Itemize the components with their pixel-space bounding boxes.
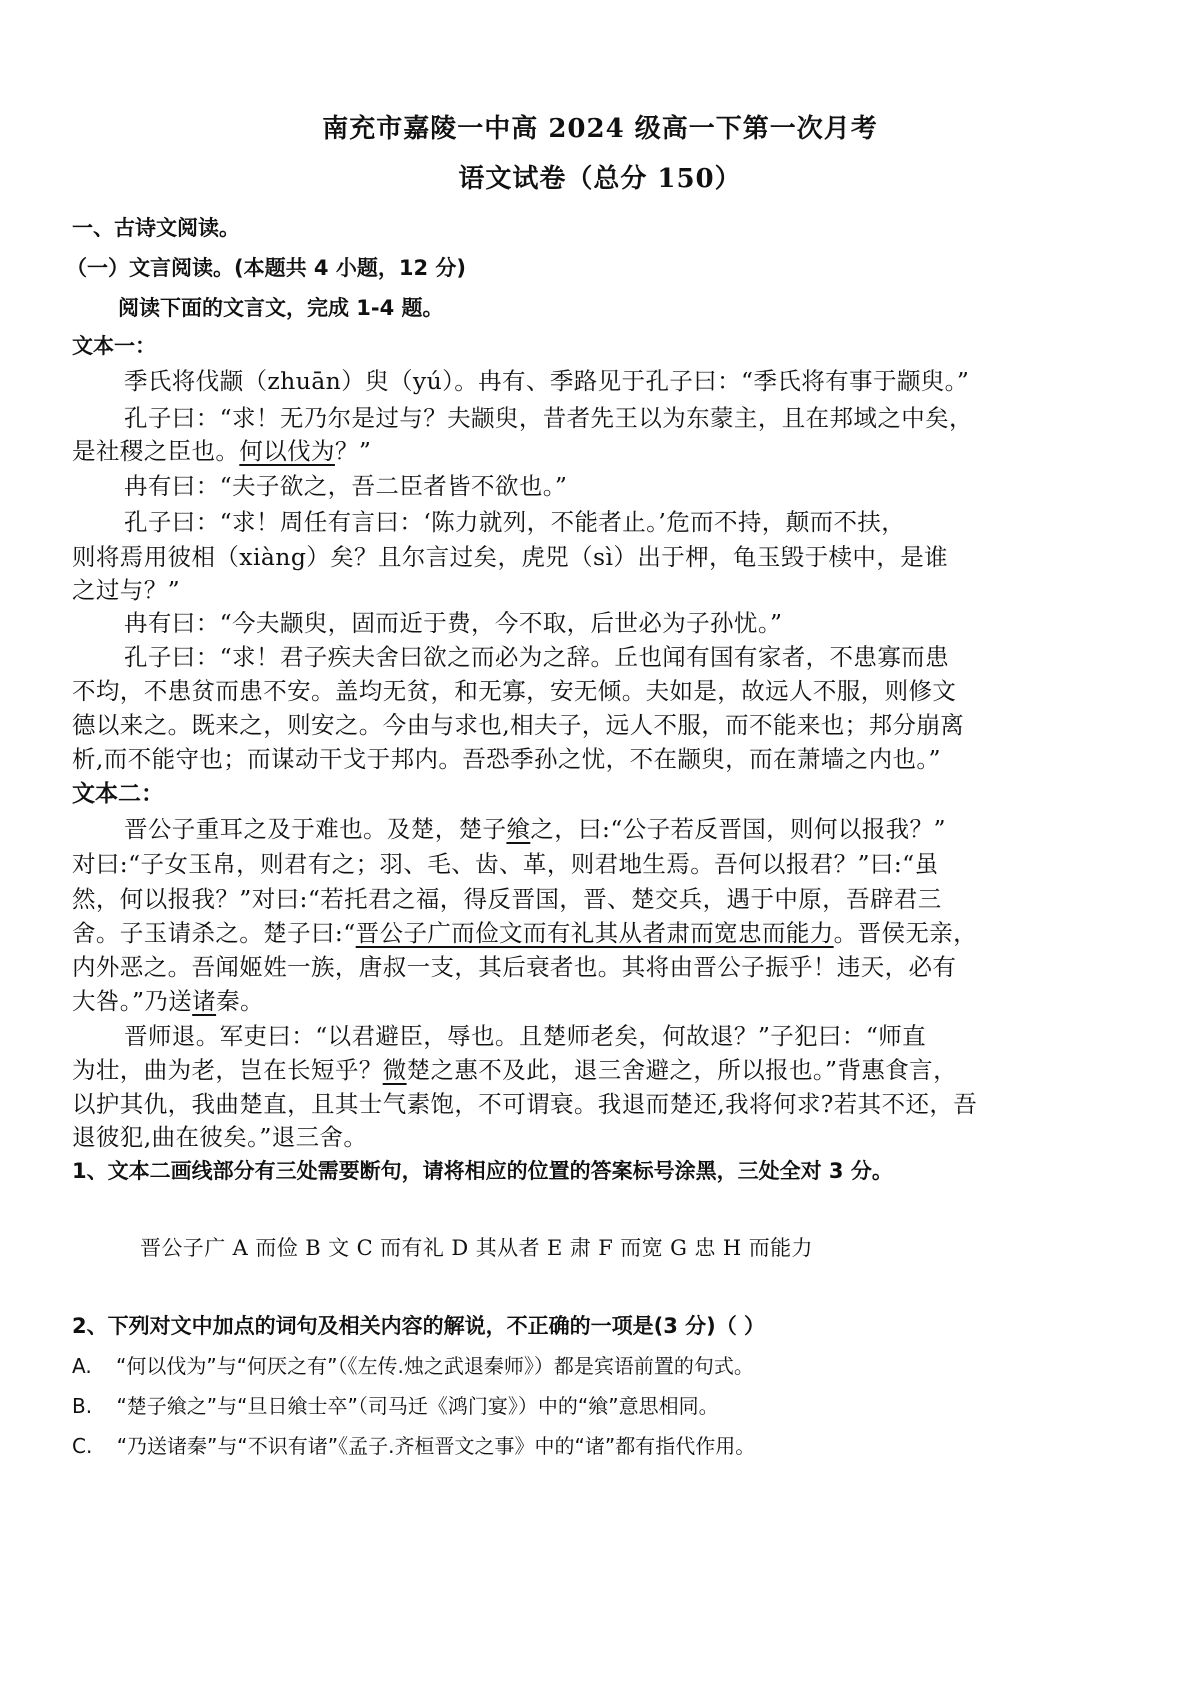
text2-line: 晋师退。军吏曰：“以君避臣，辱也。且楚师老矣，何故退？”子犯曰：“师直	[124, 1022, 927, 1050]
text1-line: 之过与？”	[72, 576, 181, 604]
text-segment: 晋公子重耳之及于难也。及楚，楚子	[124, 815, 507, 843]
text-segment: 楚之惠不及此，退三舍避之，所以报也。”背惠食言，	[406, 1056, 957, 1084]
underlined-word: 微	[382, 1056, 407, 1084]
underlined-word: 飨	[506, 815, 531, 843]
option-label: B.	[72, 1394, 93, 1418]
text1-label: 文本一：	[72, 334, 156, 358]
text1-line: 孔子曰：“求！周任有言曰：‘陈力就列，不能者止。’危而不持，颠而不扶，	[124, 508, 906, 536]
text2-line	[72, 982, 264, 1016]
question-1: 1、文本二画线部分有三处需要断句，请将相应的位置的答案标号涂黑，三处全对 3 分。	[72, 1159, 893, 1183]
exam-subtitle: 语文试卷（总分 150）	[458, 164, 742, 194]
question-2: 2、下列对文中加点的词句及相关内容的解说，不正确的一项是(3 分)（ ）	[72, 1314, 766, 1338]
reading-instruction: 阅读下面的文言文，完成 1-4 题。	[118, 296, 444, 320]
text1-line: 季氏将伐颛（zhuān）臾（yú）。冉有、季路见于孔子曰：“季氏将有事于颛臾。”	[124, 367, 970, 395]
q2-option-b	[72, 1390, 719, 1419]
text1-line: 孔子曰：“求！无乃尔是过与？夫颛臾，昔者先王以为东蒙主，且在邦域之中矣，	[124, 404, 973, 432]
text-segment: 舍。子玉请杀之。楚子曰:“	[72, 919, 356, 947]
text1-line: 冉有曰：“夫子欲之，吾二臣者皆不欲也。”	[124, 472, 568, 500]
option-text: “何以伐为”与“何厌之有”（《左传.烛之武退秦师》）都是宾语前置的句式。	[116, 1354, 754, 1378]
option-text: “乃送诸秦”与“不识有诸”《孟子.齐桓晋文之事》中的“诸”都有指代作用。	[116, 1434, 756, 1458]
text-segment: 大咎。”乃送	[72, 987, 193, 1015]
section-heading: 一、古诗文阅读。	[72, 216, 240, 240]
text-segment: 是社稷之臣也。	[72, 437, 240, 465]
underlined-phrase: 何以伐为	[239, 437, 335, 465]
sub-section-heading: （一）文言阅读。(本题共 4 小题，12 分)	[66, 256, 466, 280]
q2-option-a	[72, 1350, 754, 1379]
text1-line: 则将焉用彼相（xiàng）矣？且尔言过矣，虎兕（sì）出于柙，龟玉毁于椟中，是谁	[72, 543, 949, 571]
text2-line	[124, 810, 946, 844]
text-segment: 为壮，曲为老，岂在长短乎？	[72, 1056, 383, 1084]
text1-line	[72, 432, 371, 466]
text-segment: ？”	[334, 437, 372, 465]
q2-option-c	[72, 1430, 755, 1459]
text1-line: 析,而不能守也；而谋动干戈于邦内。吾恐季孙之忧，不在颛臾，而在萧墙之内也。”	[72, 745, 941, 773]
option-label: A.	[72, 1354, 92, 1378]
text2-label: 文本二：	[72, 781, 164, 807]
text-segment: 秦。	[216, 987, 264, 1015]
exam-title: 南充市嘉陵一中高 2024 级高一下第一次月考	[322, 114, 878, 144]
text2-line: 对曰:“子女玉帛，则君有之；羽、毛、齿、革，则君地生焉。吾何以报君？”曰:“虽	[72, 850, 939, 878]
q1-break-options: 晋公子广 A 而俭 B 文 C 而有礼 D 其从者 E 肃 F 而宽 G 忠 H 而能力	[140, 1236, 813, 1260]
text2-line	[72, 1051, 957, 1085]
underlined-word: 诸	[192, 987, 217, 1015]
text2-line: 退彼犯,曲在彼矣。”退三舍。	[72, 1123, 368, 1151]
text1-line: 孔子曰：“求！君子疾夫舍曰欲之而必为之辞。丘也闻有国有家者，不患寡而患	[124, 643, 950, 671]
text1-line: 冉有曰：“今夫颛臾，固而近于费，今不取，后世必为子孙忧。”	[124, 609, 783, 637]
text-segment: 之，曰:“公子若反晋国，则何以报我？”	[530, 815, 946, 843]
text1-line: 德以来之。既来之，则安之。今由与求也,相夫子，远人不服，而不能来也；邦分崩离	[72, 711, 965, 739]
text2-line: 然，何以报我？”对曰:“若托君之福，得反晋国，晋、楚交兵，遇于中原，吾辟君三	[72, 885, 942, 913]
text2-line	[72, 914, 977, 948]
option-text: “楚子飨之”与“旦日飨士卒”（司马迁《鸿门宴》）中的“飨”意思相同。	[116, 1394, 719, 1418]
text-segment: 。晋侯无亲，	[833, 919, 978, 947]
text1-line: 不均，不患贫而患不安。盖均无贫，和无寡，安无倾。夫如是，故远人不服，则修文	[72, 677, 957, 705]
option-label: C.	[72, 1434, 93, 1458]
underlined-passage: 晋公子广而俭文而有礼其从者肃而宽忠而能力	[355, 919, 834, 947]
text2-line: 以护其仇，我曲楚直，且其士气素饱，不可谓衰。我退而楚还,我将何求?若其不还，吾	[72, 1090, 978, 1118]
text2-line: 内外恶之。吾闻姬姓一族，唐叔一支，其后衰者也。其将由晋公子振乎！违天，必有	[72, 953, 957, 981]
